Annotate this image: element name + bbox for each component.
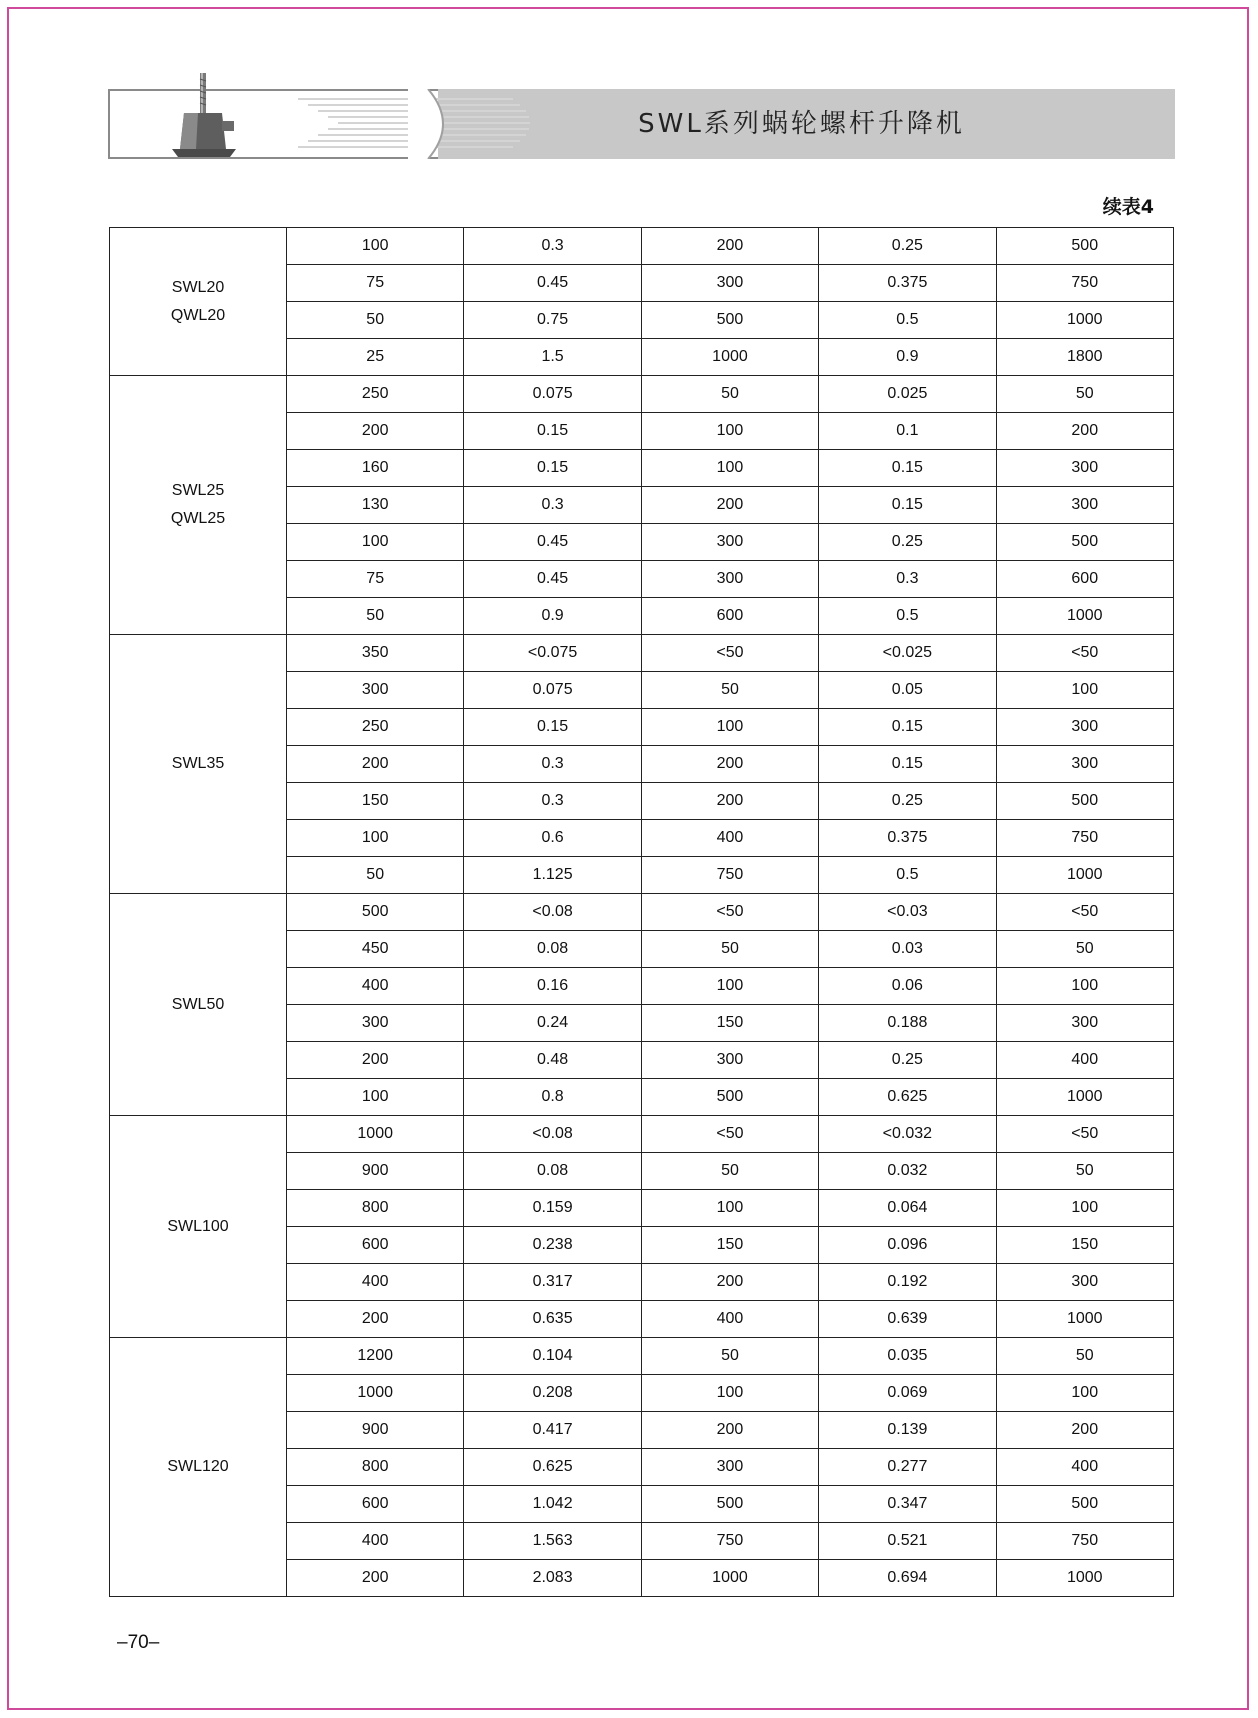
table-cell: 200 xyxy=(641,783,818,820)
table-cell: 0.1 xyxy=(819,413,996,450)
table-cell: 50 xyxy=(287,302,464,339)
table-cell: 50 xyxy=(996,931,1173,968)
table-cell: 300 xyxy=(287,672,464,709)
table-cell: 100 xyxy=(996,968,1173,1005)
table-cell: 1000 xyxy=(287,1375,464,1412)
table-cell: 500 xyxy=(996,228,1173,265)
table-cell: 200 xyxy=(641,487,818,524)
table-cell: 0.25 xyxy=(819,783,996,820)
table-cell: 100 xyxy=(641,968,818,1005)
table-cell: <0.03 xyxy=(819,894,996,931)
table-cell: 150 xyxy=(641,1227,818,1264)
table-cell: 130 xyxy=(287,487,464,524)
model-cell xyxy=(110,894,287,1116)
table-cell: 0.3 xyxy=(464,783,641,820)
table-cell: 300 xyxy=(287,1005,464,1042)
table-cell: <0.08 xyxy=(464,894,641,931)
table-row xyxy=(110,228,1174,265)
table-cell: 0.188 xyxy=(819,1005,996,1042)
table-cell: 0.694 xyxy=(819,1560,996,1597)
table-cell: 200 xyxy=(641,1412,818,1449)
table-cell: 200 xyxy=(287,1301,464,1338)
table-cell: <50 xyxy=(996,894,1173,931)
table-cell: 200 xyxy=(996,413,1173,450)
table-cell: 0.375 xyxy=(819,820,996,857)
table-row xyxy=(110,894,1174,931)
table-cell: 250 xyxy=(287,709,464,746)
table-cell: 200 xyxy=(287,746,464,783)
table-cell: 300 xyxy=(641,1449,818,1486)
table-cell: 150 xyxy=(287,783,464,820)
table-row xyxy=(110,1338,1174,1375)
table-cell: 1800 xyxy=(996,339,1173,376)
table-cell: 200 xyxy=(641,228,818,265)
table-cell: 300 xyxy=(641,561,818,598)
table-cell: 50 xyxy=(641,931,818,968)
model-cell xyxy=(110,635,287,894)
table-cell: 0.6 xyxy=(464,820,641,857)
table-cell: 0.08 xyxy=(464,931,641,968)
table-cell: <50 xyxy=(996,635,1173,672)
table-cell: 100 xyxy=(641,1375,818,1412)
page-header xyxy=(108,89,1175,159)
table-cell: 300 xyxy=(641,524,818,561)
page-title: SWL系列蜗轮螺杆升降机 xyxy=(638,109,965,139)
model-cell xyxy=(110,1338,287,1597)
table-cell: 1000 xyxy=(996,1301,1173,1338)
table-cell: 0.05 xyxy=(819,672,996,709)
table-cell: 2.083 xyxy=(464,1560,641,1597)
table-cell: <50 xyxy=(641,894,818,931)
table-cell: 0.635 xyxy=(464,1301,641,1338)
table-cell: 900 xyxy=(287,1153,464,1190)
table-cell: 0.075 xyxy=(464,672,641,709)
table-cell: 100 xyxy=(996,1375,1173,1412)
table-cell: 0.25 xyxy=(819,228,996,265)
table-cell: 50 xyxy=(996,376,1173,413)
table-cell: 750 xyxy=(996,265,1173,302)
table-cell: 1000 xyxy=(287,1116,464,1153)
table-cell: 350 xyxy=(287,635,464,672)
table-cell: 200 xyxy=(996,1412,1173,1449)
table-cell: 0.035 xyxy=(819,1338,996,1375)
table-cell: 0.15 xyxy=(819,450,996,487)
table-cell: 250 xyxy=(287,376,464,413)
table-cell: 0.5 xyxy=(819,598,996,635)
table-cell: 50 xyxy=(287,598,464,635)
table-cell: 0.15 xyxy=(819,487,996,524)
table-cell: 75 xyxy=(287,561,464,598)
model-name: SWL35 xyxy=(171,755,225,772)
table-cell: 400 xyxy=(996,1042,1173,1079)
model-name: SWL25 xyxy=(171,482,225,499)
table-cell: 0.75 xyxy=(464,302,641,339)
table-cell: 75 xyxy=(287,265,464,302)
table-cell: 50 xyxy=(641,672,818,709)
table-cell: 0.521 xyxy=(819,1523,996,1560)
table-cell: 100 xyxy=(287,228,464,265)
model-name: QWL20 xyxy=(170,306,226,324)
table-cell: <50 xyxy=(641,1116,818,1153)
table-cell: 160 xyxy=(287,450,464,487)
table-cell: 0.025 xyxy=(819,376,996,413)
table-cell: 500 xyxy=(996,1486,1173,1523)
table-cell: <50 xyxy=(996,1116,1173,1153)
table-cell: 1000 xyxy=(996,857,1173,894)
table-cell: 0.208 xyxy=(464,1375,641,1412)
table-cell: 0.5 xyxy=(819,302,996,339)
table-cell: <50 xyxy=(641,635,818,672)
table-cell: 1000 xyxy=(641,339,818,376)
table-cell: 0.625 xyxy=(819,1079,996,1116)
table-row xyxy=(110,635,1174,672)
table-cell: 400 xyxy=(641,1301,818,1338)
table-cell: 600 xyxy=(287,1227,464,1264)
table-cell: 200 xyxy=(641,746,818,783)
table-cell: 1000 xyxy=(996,302,1173,339)
model-name: SWL20 xyxy=(171,278,225,296)
table-cell: 0.45 xyxy=(464,524,641,561)
table-row xyxy=(110,1116,1174,1153)
table-cell: 1000 xyxy=(996,598,1173,635)
table-cell: 0.48 xyxy=(464,1042,641,1079)
table-cell: 300 xyxy=(996,746,1173,783)
table-row xyxy=(110,376,1174,413)
table-cell: 750 xyxy=(641,857,818,894)
table-cell: 0.238 xyxy=(464,1227,641,1264)
table-cell: 150 xyxy=(641,1005,818,1042)
table-cell: 0.24 xyxy=(464,1005,641,1042)
table-cell: 400 xyxy=(996,1449,1173,1486)
table-cell: 1.042 xyxy=(464,1486,641,1523)
table-cell: 600 xyxy=(996,561,1173,598)
table-cell: 200 xyxy=(287,1560,464,1597)
table-cell: 1000 xyxy=(996,1079,1173,1116)
table-cell: 400 xyxy=(287,968,464,1005)
table-cell: 200 xyxy=(287,413,464,450)
table-cell: 750 xyxy=(996,820,1173,857)
table-cell: 0.08 xyxy=(464,1153,641,1190)
table-cell: <0.08 xyxy=(464,1116,641,1153)
spec-table xyxy=(109,227,1174,1597)
table-cell: 0.16 xyxy=(464,968,641,1005)
table-cell: 750 xyxy=(641,1523,818,1560)
table-cell: <0.025 xyxy=(819,635,996,672)
table-cell: 500 xyxy=(641,1486,818,1523)
table-cell: 0.625 xyxy=(464,1449,641,1486)
table-cell: 900 xyxy=(287,1412,464,1449)
table-cell: 100 xyxy=(641,413,818,450)
table-cell: 0.639 xyxy=(819,1301,996,1338)
table-cell: 300 xyxy=(996,487,1173,524)
table-cell: 100 xyxy=(641,709,818,746)
table-cell: 100 xyxy=(287,524,464,561)
table-cell: 500 xyxy=(996,783,1173,820)
table-cell: 500 xyxy=(996,524,1173,561)
table-cell: 500 xyxy=(641,302,818,339)
table-cell: 50 xyxy=(641,1153,818,1190)
table-cell: <0.032 xyxy=(819,1116,996,1153)
model-name: SWL120 xyxy=(167,1458,229,1475)
table-cell: 1000 xyxy=(641,1560,818,1597)
table-cell: 150 xyxy=(996,1227,1173,1264)
table-cell: 0.15 xyxy=(464,709,641,746)
table-cell: 0.075 xyxy=(464,376,641,413)
table-cell: 0.417 xyxy=(464,1412,641,1449)
table-cell: 300 xyxy=(996,450,1173,487)
table-cell: 50 xyxy=(996,1153,1173,1190)
table-cell: 100 xyxy=(996,1190,1173,1227)
model-cell xyxy=(110,228,287,376)
table-cell: 1.563 xyxy=(464,1523,641,1560)
table-cell: 400 xyxy=(287,1264,464,1301)
table-cell: 0.139 xyxy=(819,1412,996,1449)
table-cell: <0.075 xyxy=(464,635,641,672)
table-cell: 0.3 xyxy=(464,228,641,265)
table-cell: 0.192 xyxy=(819,1264,996,1301)
table-continuation-label: 续表4 xyxy=(1102,196,1154,218)
table-cell: 300 xyxy=(996,1264,1173,1301)
table-cell: 0.104 xyxy=(464,1338,641,1375)
model-name: SWL100 xyxy=(167,1217,229,1235)
table-cell: 300 xyxy=(641,1042,818,1079)
table-cell: 300 xyxy=(996,1005,1173,1042)
model-cell xyxy=(110,1116,287,1338)
table-cell: 600 xyxy=(287,1486,464,1523)
table-cell: 100 xyxy=(641,1190,818,1227)
table-cell: 0.3 xyxy=(819,561,996,598)
table-cell: 0.45 xyxy=(464,561,641,598)
model-cell xyxy=(110,376,287,635)
table-cell: 1.5 xyxy=(464,339,641,376)
table-cell: 50 xyxy=(641,1338,818,1375)
table-cell: 100 xyxy=(287,820,464,857)
table-cell: 0.3 xyxy=(464,487,641,524)
table-cell: 0.375 xyxy=(819,265,996,302)
table-cell: 400 xyxy=(641,820,818,857)
table-cell: 0.15 xyxy=(464,413,641,450)
table-cell: 0.03 xyxy=(819,931,996,968)
table-cell: 0.45 xyxy=(464,265,641,302)
table-cell: 0.317 xyxy=(464,1264,641,1301)
table-cell: 0.15 xyxy=(819,746,996,783)
table-cell: 100 xyxy=(996,672,1173,709)
table-cell: 0.15 xyxy=(464,450,641,487)
table-cell: 50 xyxy=(287,857,464,894)
table-cell: 0.277 xyxy=(819,1449,996,1486)
table-cell: 0.15 xyxy=(819,709,996,746)
table-cell: 0.159 xyxy=(464,1190,641,1227)
table-cell: 0.25 xyxy=(819,524,996,561)
table-cell: 450 xyxy=(287,931,464,968)
table-cell: 800 xyxy=(287,1449,464,1486)
table-cell: 50 xyxy=(641,376,818,413)
table-cell: 800 xyxy=(287,1190,464,1227)
table-cell: 0.064 xyxy=(819,1190,996,1227)
table-cell: 300 xyxy=(641,265,818,302)
table-cell: 1000 xyxy=(996,1560,1173,1597)
table-cell: 0.032 xyxy=(819,1153,996,1190)
table-cell: 200 xyxy=(641,1264,818,1301)
table-cell: 50 xyxy=(996,1338,1173,1375)
table-cell: 100 xyxy=(641,450,818,487)
table-cell: 300 xyxy=(996,709,1173,746)
table-cell: 0.3 xyxy=(464,746,641,783)
page-number: –70– xyxy=(117,1632,160,1653)
table-cell: 200 xyxy=(287,1042,464,1079)
table-cell: 600 xyxy=(641,598,818,635)
table-cell: 0.5 xyxy=(819,857,996,894)
table-cell: 0.9 xyxy=(464,598,641,635)
table-cell: 100 xyxy=(287,1079,464,1116)
table-cell: 0.25 xyxy=(819,1042,996,1079)
table-cell: 0.9 xyxy=(819,339,996,376)
table-cell: 400 xyxy=(287,1523,464,1560)
table-cell: 500 xyxy=(641,1079,818,1116)
table-cell: 1200 xyxy=(287,1338,464,1375)
model-name: QWL25 xyxy=(170,510,226,527)
table-cell: 1.125 xyxy=(464,857,641,894)
table-cell: 750 xyxy=(996,1523,1173,1560)
table-cell: 0.06 xyxy=(819,968,996,1005)
table-cell: 0.096 xyxy=(819,1227,996,1264)
table-cell: 0.069 xyxy=(819,1375,996,1412)
table-cell: 0.8 xyxy=(464,1079,641,1116)
table-cell: 500 xyxy=(287,894,464,931)
model-name: SWL50 xyxy=(171,995,225,1013)
table-cell: 25 xyxy=(287,339,464,376)
table-cell: 0.347 xyxy=(819,1486,996,1523)
